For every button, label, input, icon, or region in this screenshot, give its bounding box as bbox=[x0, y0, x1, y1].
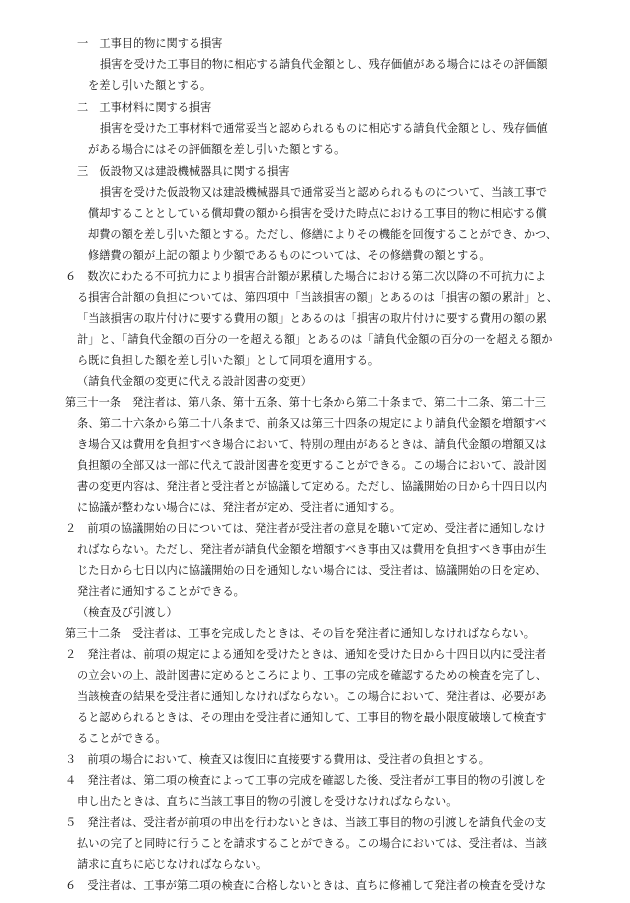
text-line: 却費の額を差し引いた額とする。ただし、修繕によりその機能を回復することができ、かつ、 bbox=[88, 228, 557, 241]
text-line: ることができる。 bbox=[77, 732, 167, 745]
paragraph-4-line: ４ 発注者は、第二項の検査によって工事の完成を確認した後、受注者が工事目的物の引渡しを bbox=[65, 774, 547, 787]
paragraph-6-line: ６ 受注者は、工事が第二項の検査に合格しないときは、直ちに修補して発注者の検査を受けな bbox=[65, 879, 547, 892]
article-caption: （検査及び引渡し） bbox=[77, 606, 178, 619]
text-line: ればならない。ただし、発注者が請負代金額を増額すべき事由又は費用を負担すべき事由が生 bbox=[77, 543, 547, 556]
paragraph-5-line: ５ 発注者は、受注者が前項の申出を行わないときは、当該工事目的物の引渡しを請負代金の支 bbox=[65, 816, 547, 829]
text-line: 申し出たときは、直ちに当該工事目的物の引渡しを受けなければならない。 bbox=[77, 795, 458, 808]
text-line: 計」と、「請負代金額の百分の一を超える額」とあるのは「請負代金額の百分の一を超える額か bbox=[77, 333, 553, 346]
text-line: 払いの完了と同時に行うことを請求することができる。この場合においては、受注者は、当該 bbox=[77, 837, 547, 850]
text-line: じた日から七日以内に協議開始の日を通知しない場合には、受注者は、協議開始の日を定め、 bbox=[77, 564, 547, 577]
article-caption: （請負代金額の変更に代える設計図書の変更） bbox=[77, 375, 312, 388]
item-heading-1: 一 工事目的物に関する損害 bbox=[77, 37, 223, 50]
text-line: 請求に直ちに応じなければならない。 bbox=[77, 858, 268, 871]
text-line: 損害を受けた仮設物又は建設機械器具で通常妥当と認められるものについて、当該工事で bbox=[100, 186, 548, 199]
article-31-line: 第三十一条 発注者は、第八条、第十五条、第十七条から第二十条まで、第二十二条、第二十三 bbox=[65, 396, 546, 409]
text-line: 修繕費の額が上記の額より少額であるものについては、その修繕費の額とする。 bbox=[88, 249, 491, 262]
text-line: ると認められるときは、その理由を受注者に通知して、工事目的物を最小限度破壊して検査す bbox=[77, 711, 547, 724]
article-32-line: 第三十二条 受注者は、工事を完成したときは、その旨を発注者に通知しなければならない。 bbox=[65, 627, 535, 640]
text-line: 損害を受けた工事目的物に相応する請負代金額とし、残存価値がある場合にはその評価額 bbox=[100, 58, 548, 71]
paragraph-2-line: ２ 前項の協議開始の日については、発注者が受注者の意見を聴いて定め、受注者に通知しなけ bbox=[65, 522, 546, 535]
text-line: 損害を受けた工事材料で通常妥当と認められるものに相応する請負代金額とし、残存価値 bbox=[100, 122, 548, 135]
text-line: ら既に負担した額を差し引いた額」として同項を適用する。 bbox=[77, 354, 380, 367]
text-line: 発注者に通知することができる。 bbox=[77, 585, 245, 598]
text-line: を差し引いた額とする。 bbox=[88, 79, 212, 92]
text-line: 書の変更内容は、発注者と受注者とが協議して定める。ただし、協議開始の日から十四日以内 bbox=[77, 480, 547, 493]
text-line: 条、第二十六条から第二十八条まで、前条又は第三十四条の規定により請負代金額を増額すべ bbox=[77, 417, 547, 430]
text-line: 当該検査の結果を受注者に通知しなければならない。この場合において、発注者は、必要があ bbox=[77, 690, 547, 703]
paragraph-2-line: ２ 発注者は、前項の規定による通知を受けたときは、通知を受けた日から十四日以内に受注者 bbox=[65, 648, 547, 661]
text-line: き場合又は費用を負担すべき場合において、特別の理由があるときは、請負代金額の増額又は bbox=[77, 438, 547, 451]
paragraph-3-line: ３ 前項の場合において、検査又は復旧に直接要する費用は、受注者の負担とする。 bbox=[65, 753, 490, 766]
item-heading-2: 二 工事材料に関する損害 bbox=[77, 101, 212, 114]
text-line: 償却することとしている償却費の額から損害を受けた時点における工事目的物に相応する償 bbox=[88, 207, 547, 220]
text-line: がある場合にはその評価額を差し引いた額とする。 bbox=[88, 143, 346, 156]
text-line: の立会いの上、設計図書に定めるところにより、工事の完成を確認するための検査を完了し、 bbox=[77, 669, 547, 682]
paragraph-6-line: ６ 数次にわたる不可抗力により損害合計額が累積した場合における第二次以降の不可抗力によ bbox=[65, 270, 547, 283]
text-line: 「当該損害の取片付けに要する費用の額」とあるのは「損害の取片付けに要する費用の額の累 bbox=[77, 312, 547, 325]
item-heading-3: 三 仮設物又は建設機械器具に関する損害 bbox=[77, 165, 290, 178]
text-line: る損害合計額の負担については、第四項中「当該損害の額」とあるのは「損害の額の累計」と、 bbox=[77, 291, 558, 304]
text-line: に協議が整わない場合には、発注者が定め、受注者に通知する。 bbox=[77, 501, 401, 514]
text-line: 負担額の全部又は一部に代えて設計図書を変更することができる。この場合において、設計図 bbox=[77, 459, 547, 472]
